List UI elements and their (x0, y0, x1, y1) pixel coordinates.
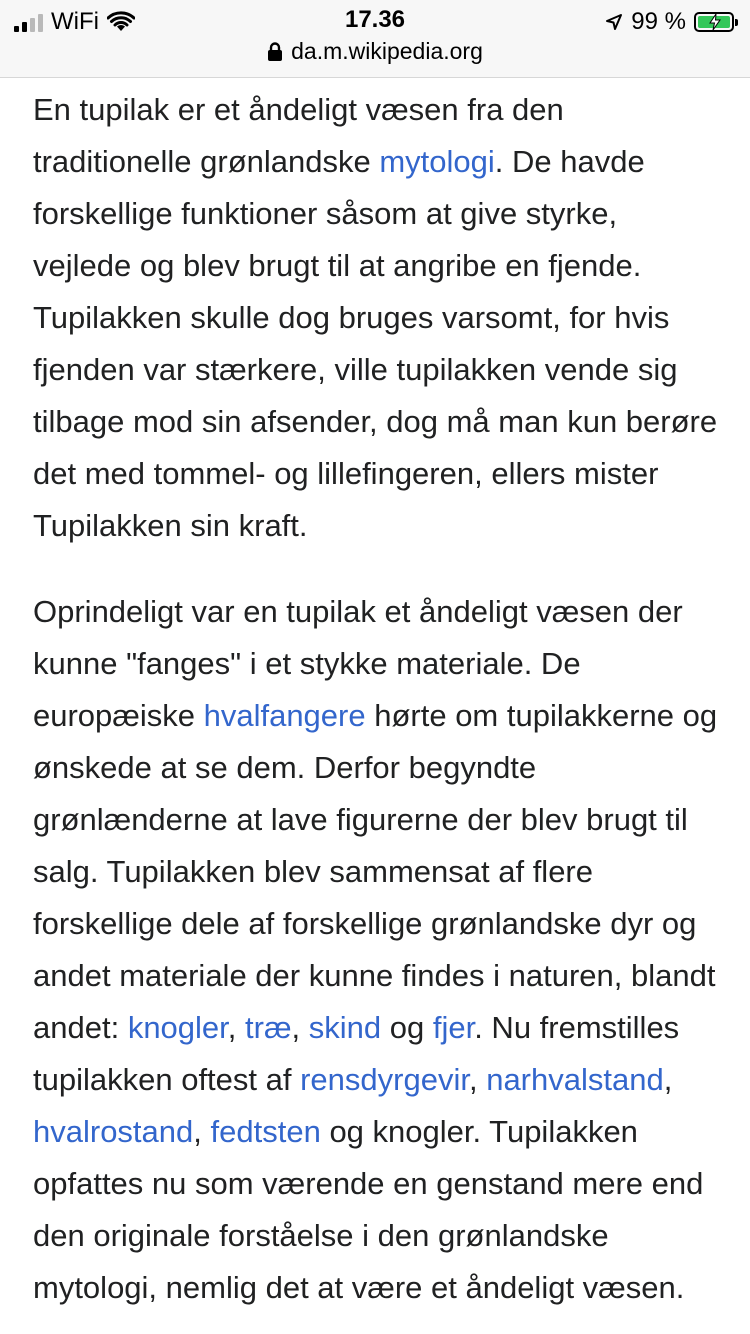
link-skind[interactable]: skind (308, 1010, 382, 1045)
carrier-label: WiFi (51, 8, 99, 35)
article-paragraph-2 (33, 586, 723, 1314)
link-mytologi[interactable]: mytologi (379, 144, 495, 179)
status-bar (0, 0, 750, 78)
p2-text-3: . Nu fremstilles tupilakken oftest af (33, 1010, 680, 1097)
separator: og (381, 1010, 433, 1045)
link-hvalfangere[interactable]: hvalfangere (203, 698, 366, 733)
p2-text-1: Oprindeligt var en tupilak et åndeligt væsen der kunne "fanges" i et stykke materiale. De europæiske (33, 594, 683, 733)
link-rensdyrgevir[interactable]: rensdyrgevir (300, 1062, 469, 1097)
battery-percent: 99 % (631, 8, 686, 35)
link-narhvalstand[interactable]: narhvalstand (486, 1062, 664, 1097)
status-right (605, 8, 734, 36)
url-text: da.m.wikipedia.org (291, 38, 483, 64)
link-fedtsten[interactable]: fedtsten (210, 1114, 321, 1149)
separator: , (193, 1114, 211, 1149)
separator: , (227, 1010, 246, 1045)
p2-text-2: hørte om tupilakkerne og ønskede at se dem. Derfor begyndte grønlænderne at lave figurerne der blev brugt til salg. Tupilakken blev sammensat af flere forskellige dele af forskellige grønlandske dyr og andet materiale der kunne findes i naturen, blandt andet: (33, 698, 718, 1045)
lock-icon (267, 42, 283, 62)
clock: 17.36 (344, 6, 406, 33)
link-trae[interactable]: træ (245, 1010, 292, 1045)
battery-icon (694, 12, 734, 32)
link-hvalrostand[interactable]: hvalrostand (33, 1114, 194, 1149)
p1-text-2: . De havde forskellige funktioner såsom at give styrke, vejlede og blev brugt til at angribe en fjende. Tupilakken skulle dog bruges varsomt, for hvis fjenden var stærkere, ville tupilakken vende sig tilbage mod sin afsender, dog må man kun berøre det med tommel- og lillefingeren, ellers mister Tupilakken sin kraft. (33, 144, 718, 543)
p1-text-1: En tupilak er et åndeligt væsen fra den traditionelle grønlandske (33, 92, 564, 179)
p2-text-4: og knogler. Tupilakken opfattes nu som værende en genstand mere end den originale forståelse i den grønlandske mytologi, nemlig det at være et åndeligt væsen. (33, 1114, 704, 1305)
link-fjer[interactable]: fjer (432, 1010, 475, 1045)
separator: , (468, 1062, 487, 1097)
article-paragraph-1 (33, 84, 723, 552)
separator: , (663, 1062, 673, 1097)
article-content (33, 84, 723, 1314)
charging-bolt-icon (708, 14, 722, 30)
link-knogler[interactable]: knogler (127, 1010, 228, 1045)
address-bar[interactable] (0, 38, 750, 65)
location-arrow-icon (605, 13, 623, 31)
separator: , (291, 1010, 309, 1045)
